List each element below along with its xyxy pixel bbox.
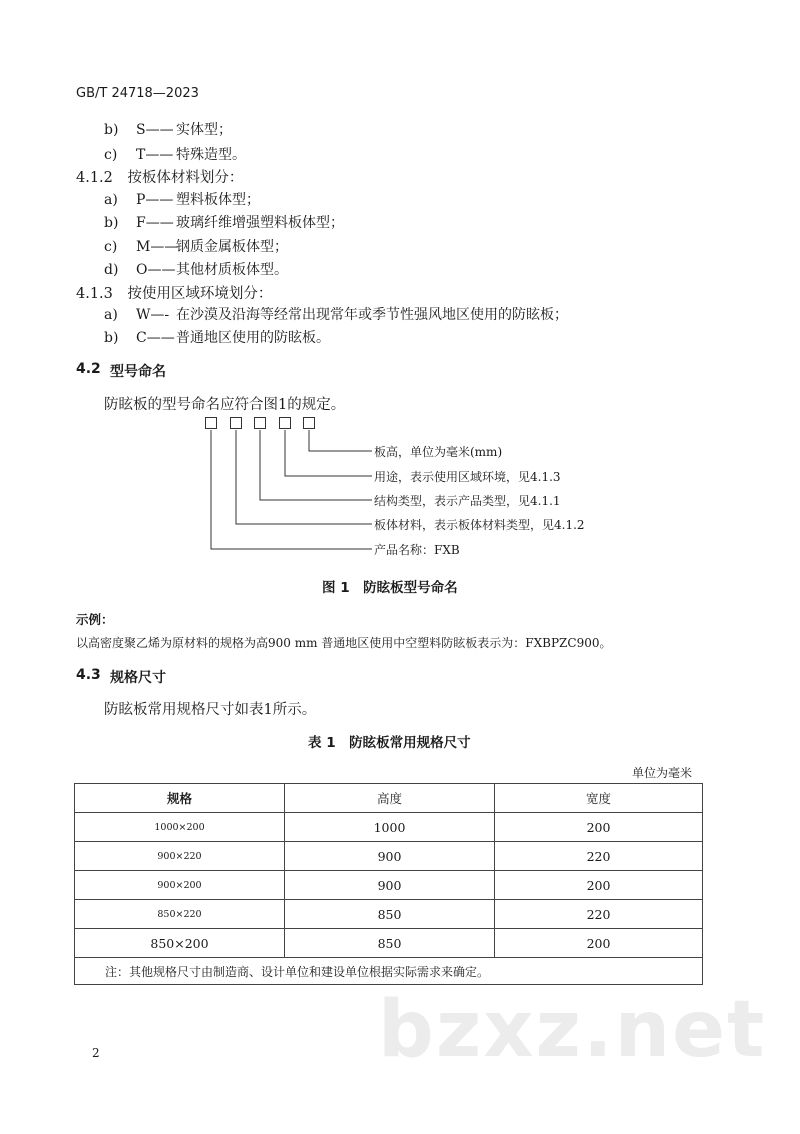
example-text: 以高密度聚乙烯为原材料的规格为高900 mm 普通地区使用中空塑料防眩板表示为：FXBPZC900。	[76, 636, 612, 650]
table-row	[75, 813, 703, 842]
list-item	[104, 259, 288, 279]
list-code: C——	[136, 330, 175, 346]
list-text: 特殊造型。	[176, 147, 246, 163]
list-marker: a)	[104, 192, 118, 208]
table-header-spec: 规格	[75, 784, 285, 813]
table-header-height: 高度	[285, 784, 495, 813]
table-cell-width: 200	[495, 813, 703, 842]
table-cell-width: 220	[495, 842, 703, 871]
code-box-2	[230, 417, 242, 429]
figure-label-material: 板体材料，表示板体材料类型，见4.1.2	[374, 518, 585, 532]
list-marker: a)	[104, 307, 118, 323]
code-box-4	[279, 417, 291, 429]
table-row	[75, 842, 703, 871]
section-number-4-2: 4.2	[76, 361, 101, 377]
list-item	[104, 304, 568, 324]
list-item	[104, 236, 288, 256]
list-item	[104, 212, 344, 232]
list-text: 在沙漠及沿海等经常出现常年或季节性强风地区使用的防眩板；	[176, 307, 568, 323]
table-cell-height: 1000	[285, 813, 495, 842]
example-label: 示例：	[76, 612, 114, 627]
section-title-4-2: 型号命名	[110, 364, 166, 380]
list-marker: d)	[104, 262, 119, 278]
list-item	[104, 119, 232, 139]
table-row	[75, 900, 703, 929]
list-code: O——	[136, 262, 176, 278]
list-text: 钢质金属板体型；	[176, 239, 288, 255]
table-cell-spec: 900×200	[75, 871, 285, 900]
table-header-row	[75, 784, 703, 813]
table-cell-spec: 900×220	[75, 842, 285, 871]
subsection-title-4-1-2: 4.1.2 按板体材料划分：	[76, 170, 244, 186]
list-text: 塑料板体型；	[176, 192, 260, 208]
table-cell-width: 200	[495, 871, 703, 900]
table-cell-height: 900	[285, 842, 495, 871]
table-cell-spec: 1000×200	[75, 813, 285, 842]
figure-caption: 图 1 防眩板型号命名	[322, 580, 458, 596]
code-box-1	[205, 417, 217, 429]
table-cell-width: 220	[495, 900, 703, 929]
section-paragraph: 防眩板的型号命名应符合图1的规定。	[104, 397, 346, 413]
list-marker: c)	[104, 239, 118, 255]
table-row	[75, 871, 703, 900]
table-cell-height: 850	[285, 900, 495, 929]
code-box-3	[254, 417, 266, 429]
table-note-row	[75, 958, 703, 985]
table-header-width: 宽度	[495, 784, 703, 813]
list-item	[104, 189, 260, 209]
table-unit: 单位为毫米	[632, 766, 693, 780]
list-code: P——	[136, 192, 174, 208]
table-cell-width: 200	[495, 929, 703, 958]
watermark: bzxz.net	[378, 985, 767, 1075]
list-code: W—-	[136, 307, 170, 323]
list-text: 普通地区使用的防眩板。	[176, 330, 330, 346]
page-number: 2	[92, 1046, 100, 1060]
table-row	[75, 929, 703, 958]
list-code: S——	[136, 122, 174, 138]
list-marker: b)	[104, 330, 119, 346]
table-cell-height: 850	[285, 929, 495, 958]
section-title-4-3: 规格尺寸	[110, 670, 166, 686]
list-text: 其他材质板体型。	[176, 262, 288, 278]
list-code: M——	[136, 239, 179, 255]
list-marker: b)	[104, 215, 119, 231]
list-item	[104, 144, 246, 164]
code-box-5	[303, 417, 315, 429]
standard-code: GB/T 24718—2023	[76, 86, 199, 101]
section-paragraph: 防眩板常用规格尺寸如表1所示。	[104, 702, 317, 718]
table-cell-spec: 850×200	[75, 929, 285, 958]
list-marker: b)	[104, 122, 119, 138]
table-cell-height: 900	[285, 871, 495, 900]
figure-label-height: 板高，单位为毫米(mm)	[374, 445, 503, 459]
spec-table	[74, 783, 703, 985]
table-cell-spec: 850×220	[75, 900, 285, 929]
section-number-4-3: 4.3	[76, 667, 101, 683]
figure-label-usage: 用途，表示使用区域环境，见4.1.3	[374, 470, 561, 484]
table-note: 注：其他规格尺寸由制造商、设计单位和建设单位根据实际需求来确定。	[75, 958, 703, 985]
figure-label-product-name: 产品名称：FXB	[374, 543, 460, 557]
list-code: T——	[136, 147, 174, 163]
subsection-title-4-1-3: 4.1.3 按使用区域环境划分：	[76, 286, 273, 302]
list-item	[104, 327, 330, 347]
table-title: 表 1 防眩板常用规格尺寸	[308, 735, 471, 751]
list-text: 玻璃纤维增强塑料板体型；	[176, 215, 344, 231]
list-text: 实体型；	[176, 122, 232, 138]
figure-label-structure: 结构类型，表示产品类型，见4.1.1	[374, 494, 561, 508]
list-code: F——	[136, 215, 174, 231]
list-marker: c)	[104, 147, 118, 163]
